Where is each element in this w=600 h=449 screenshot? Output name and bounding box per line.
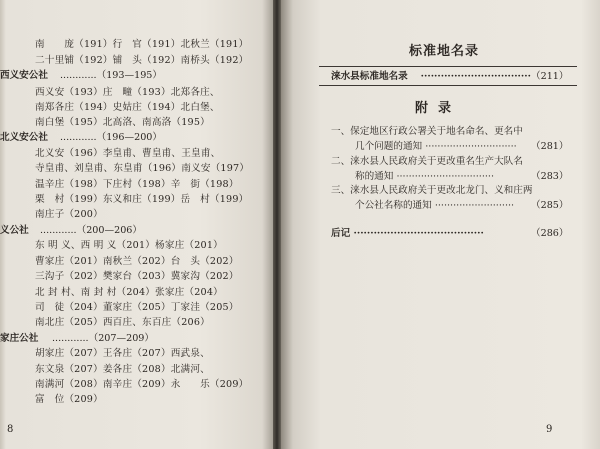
section-heading: 西义安公社 xyxy=(0,70,48,81)
place-row: 南庄子（200） xyxy=(35,209,103,220)
section-heading: 家庄公社 xyxy=(0,333,39,344)
right-page xyxy=(281,0,600,449)
place-row: 栗 村（199）东义和庄（199）岳 村（199） xyxy=(35,194,249,205)
toc-entry-label: 涞水县标准地名录 xyxy=(331,71,408,82)
left-page xyxy=(0,0,273,449)
toc-leader: ································· xyxy=(411,71,531,82)
place-row: 东文泉（207）姜各庄（208）北满河、 xyxy=(35,364,210,375)
place-row: 曹家庄（201）南秋兰（202）台 头（202） xyxy=(35,256,239,267)
place-row: 二十里铺（192）铺 头（192）南桥头（192） xyxy=(35,55,249,66)
toc-leader: ······································· xyxy=(353,228,484,239)
toc-entry-label: 后记 xyxy=(331,228,351,239)
toc-item-label: 个公社名称的通知 xyxy=(355,200,432,211)
place-row: 南北庄（205）西百庄、东百庄（206） xyxy=(35,317,210,328)
page-range: ............（200—206） xyxy=(40,225,142,236)
place-row: 东 明 义、西 明 义（201）杨家庄（201） xyxy=(35,240,223,251)
place-row: 富 位（209） xyxy=(35,394,103,405)
toc-page: （286） xyxy=(531,228,569,239)
toc-item-3-line1: 三、涞水县人民政府关于更改北龙门、义和庄两 xyxy=(331,185,533,196)
place-row: 南郑各庄（194）史姑庄（194）北白堡、 xyxy=(35,102,220,113)
section-heading: 义公社 xyxy=(0,225,29,236)
place-row: 司 徒（204）董家庄（205）丁家洼（205） xyxy=(35,302,239,313)
place-row: 寺皇甫、刘皇甫、东皇甫（196）南义安（197） xyxy=(35,163,250,174)
place-row: 南满河（208）南辛庄（209）永 乐（209） xyxy=(35,379,249,390)
toc-item-label: 几个问题的通知 xyxy=(355,141,423,152)
toc-page: （285） xyxy=(531,200,569,211)
toc-page: （211） xyxy=(531,71,569,82)
toc-leader: ································ xyxy=(396,171,495,182)
page-range: ............（196—200） xyxy=(60,132,162,143)
toc-entry-main xyxy=(331,71,531,83)
toc-leader: ·························· xyxy=(434,200,515,211)
page-range: ............（207—209） xyxy=(52,333,154,344)
place-row: 西义安（193）庄 疃（193）北郑各庄、 xyxy=(35,87,220,98)
toc-item-1-line1: 一、保定地区行政公署关于地名命名、更名中 xyxy=(331,126,523,137)
page-title: 标准地名录 xyxy=(409,44,480,59)
place-row: 南 庞（191）行 官（191）北秋兰（191） xyxy=(35,39,249,50)
page-number: 9 xyxy=(546,424,553,435)
place-row: 胡家庄（207）王各庄（207）西武泉、 xyxy=(35,348,210,359)
place-row: 南白堡（195）北高洛、南高洛（195） xyxy=(35,117,210,128)
toc-page: （281） xyxy=(531,141,569,152)
appendix-title: 附录 xyxy=(415,101,462,116)
place-row: 三沟子（202）樊家台（203）冀家沟（202） xyxy=(35,271,239,282)
toc-item-2-line2 xyxy=(355,171,494,183)
toc-item-1-line2 xyxy=(355,141,517,153)
place-row: 北 封 村、南 封 村（204）张家庄（204） xyxy=(35,287,223,298)
top-rule xyxy=(319,66,577,67)
book-gutter xyxy=(273,0,281,449)
place-row: 北义安（196）李皇甫、曹皇甫、王皇甫、 xyxy=(35,148,221,159)
toc-item-label: 称的通知 xyxy=(355,171,394,182)
toc-leader: ······························ xyxy=(425,141,517,152)
place-row: 温辛庄（198）下庄村（198）辛 街（198） xyxy=(35,179,239,190)
toc-page: （283） xyxy=(531,171,569,182)
page-range: ............（193—195） xyxy=(60,70,162,81)
toc-item-2-line1: 二、涞水县人民政府关于更改重名生产大队名 xyxy=(331,156,523,167)
bottom-rule xyxy=(319,85,577,86)
toc-item-3-line2 xyxy=(355,200,514,212)
page-number: 8 xyxy=(7,424,14,435)
section-heading: 北义安公社 xyxy=(0,132,48,143)
toc-entry-postscript xyxy=(331,228,484,240)
